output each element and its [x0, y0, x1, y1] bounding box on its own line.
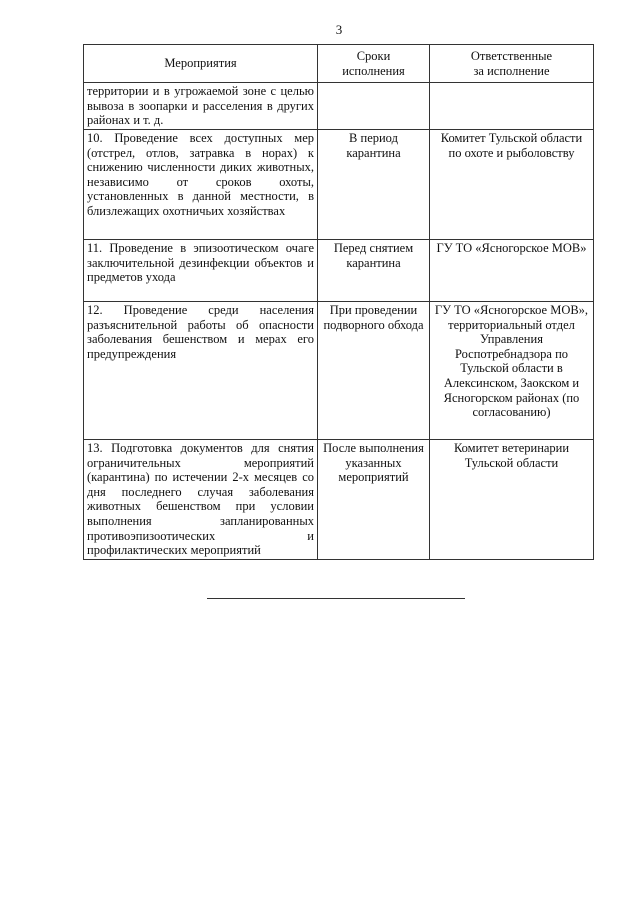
header-responsible-line1: Ответственные [470, 49, 553, 63]
table-row [84, 129, 594, 239]
responsible-cell: Комитет ветеринарии Тульской области [430, 439, 594, 559]
header-terms [318, 45, 430, 83]
responsible-cell [430, 83, 594, 130]
responsible-cell: Комитет Тульской области по охоте и рыболовству [430, 129, 594, 239]
measure-cell: 11. Проведение в эпизоотическом очаге заключительной дезинфекции объектов и предметов ухода [84, 239, 318, 301]
header-terms-line2: исполнения [342, 63, 405, 78]
measure-cell: 10. Проведение всех доступных мер (отстрел, отлов, затравка в норах) к снижению численности диких животных, независимо от сроков охоты, установленных в данной местности, в близлежащих охотничьих хозяйствах [84, 129, 318, 239]
term-cell: Перед снятием карантина [318, 239, 430, 301]
header-measures: Мероприятия [84, 45, 318, 83]
header-responsible-line2: за исполнение [473, 63, 550, 78]
header-terms-line1: Сроки [356, 49, 391, 63]
table-row [84, 439, 594, 559]
measure-cell: 12. Проведение среди населения разъяснительной работы об опасности заболевания бешенством и мерах его предупреждения [84, 301, 318, 439]
term-cell [318, 83, 430, 130]
term-cell: После выполнения указанных мероприятий [318, 439, 430, 559]
table-header-row [84, 45, 594, 83]
measure-cell: 13. Подготовка документов для снятия ограничительных мероприятий (карантина) по истечении 2-х месяцев со дня последнего случая заболевания животных бешенством при условии выполнения запланированных противоэпизоотических и профилактических мероприятий [84, 439, 318, 559]
term-cell: При проведении подворного обхода [318, 301, 430, 439]
responsible-cell: ГУ ТО «Ясногорское МОВ», территориальный отдел Управления Роспотребнадзора по Тульской области в Алексинском, Заокском и Ясногорском районах (по согласованию) [430, 301, 594, 439]
measure-cell: территории и в угрожаемой зоне с целью вывоза в зоопарки и расселения в других районах и т. д. [84, 83, 318, 130]
table-row [84, 301, 594, 439]
table-row [84, 83, 594, 130]
table-row [84, 239, 594, 301]
term-cell: В период карантина [318, 129, 430, 239]
page-number: 3 [335, 22, 343, 37]
measures-table [83, 44, 594, 560]
header-responsible [430, 45, 594, 83]
responsible-cell: ГУ ТО «Ясногорское МОВ» [430, 239, 594, 301]
closing-rule [207, 598, 465, 599]
